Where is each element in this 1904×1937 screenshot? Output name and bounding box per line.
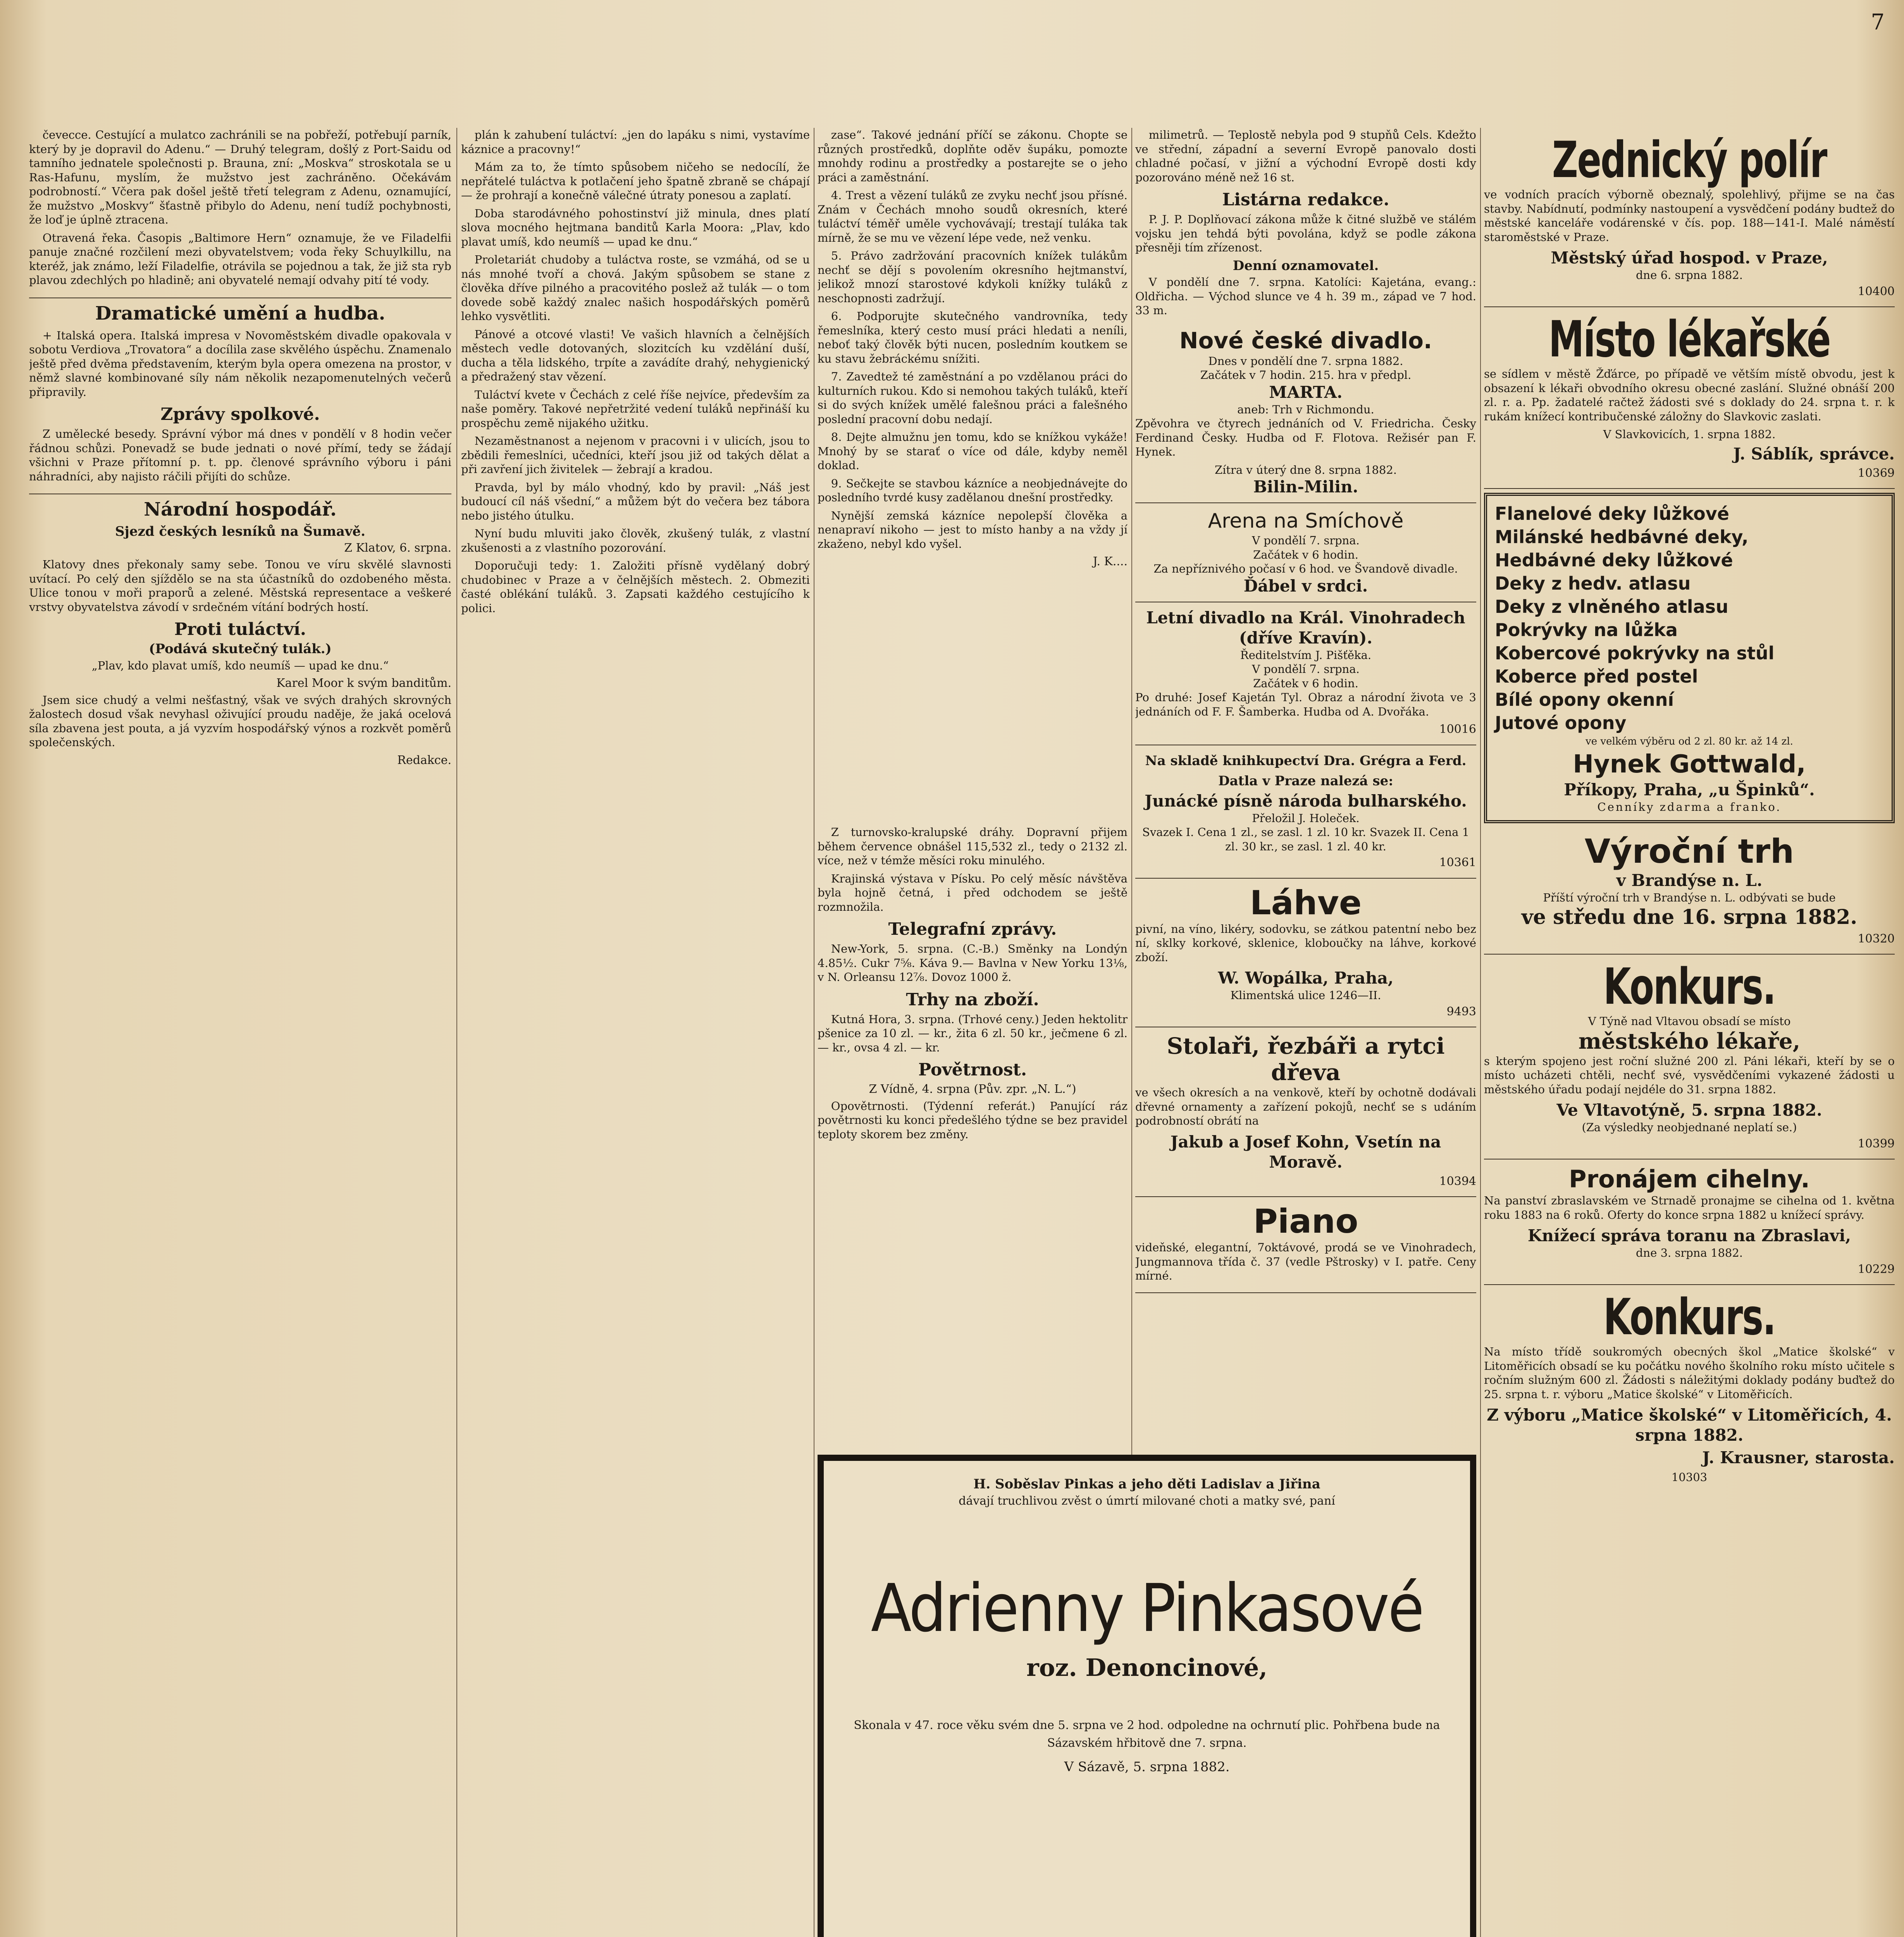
piano-text: videňské, elegantní, 7oktávové, prodá se ve Vinohradech, Jungmannova třída č. 37 (vedle Pštrosky) v I. patře. Ceny mírné.	[1135, 1241, 1476, 1282]
paragraph: Proletariát chudoby a tuláctva roste, se vzmáhá, od se u nás mnohé tvoří a chová. Jakým spůsobem se stane z člověka dříve pilného a pracovitého poslež až tulák — o tom dovede sobě každý znalec našich hospodářských poměrů lehko vysvětliti.	[461, 253, 810, 323]
ad-title: Zednický polír	[1552, 131, 1827, 189]
page-number: 7	[1871, 10, 1885, 35]
frame-note: Cenníky zdarma a franko.	[1597, 800, 1782, 814]
ad-signature: Městský úřad hospod. v Praze,	[1551, 248, 1828, 267]
section-heading: Dramatické umění a hudba.	[29, 298, 451, 325]
obituary-place: V Sázavě, 5. srpna 1882.	[1064, 1759, 1230, 1775]
column-rule	[456, 128, 457, 1937]
theatre-credits: Zpěvohra ve čtyrech jednáních od V. Friedricha. Česky Ferdinand Česky. Hudba od F. Flotova. Režisér pan F. Hynek.	[1135, 417, 1476, 458]
section-subheading: Sjezd českých lesníků na Šumavě.	[115, 524, 365, 539]
ad-number: 10016	[1439, 723, 1476, 736]
paragraph: Otravená řeka. Časopis „Baltimore Hern“ oznamuje, že ve Filadelfii panuje značné rozčilení mezi obyvatelstvem; voda řeky Schuylkillu, na kteréž, jak známo, leží Filadelfie, otrávila se pojednou a tak, že již sta ryb plavou zdechlých po hladině; ani obyvatelé nemají odvahy pití té vody.	[29, 231, 451, 287]
paragraph: + Italská opera. Italská impresa v Novoměstském divadle opakovala v sobotu Verdiova „Trovatora“ a docílila zase skvělého úspěchu. Znamenalo ještě před dvěma představením, kterým byla opera omezena na prostor, v němž slavné kombinované síly nám několik nezapomenutelných večerů připravily.	[29, 329, 451, 399]
ad-date: dne 6. srpna 1882.	[1635, 268, 1743, 282]
dateline: Z Vídně, 4. srpna (Pův. zpr. „N. L.“)	[869, 1082, 1076, 1096]
ad-number: 10303	[1671, 1471, 1708, 1484]
wood-text: ve všech okresích a na venkově, kteří by ochotně dodávali dřevné ornamenty a zařízení pokojů, nechť se s udáním podrobností obrátí na	[1135, 1086, 1476, 1127]
ad-note: (Za výsledky neobjednané neplatí se.)	[1582, 1121, 1797, 1134]
section-heading: Listárna redakce.	[1222, 190, 1389, 210]
theatre-next: Zítra v úterý dne 8. srpna 1882.	[1214, 463, 1397, 477]
letni-start: Začátek v 6 hodin.	[1253, 676, 1358, 690]
theatre-date: Dnes v pondělí dne 7. srpna 1882.	[1208, 354, 1403, 368]
ad-officer: J. Krausner, starosta.	[1702, 1448, 1895, 1467]
frame-item: Bílé opony okenní	[1495, 689, 1674, 710]
frame-item: Deky z hedv. atlasu	[1495, 573, 1691, 594]
signature: Redakce.	[397, 753, 451, 767]
paragraph: milimetrů. — Teplostě nebyla pod 9 stupňů Cels. Kdežto ve střední, západní a severní Evropě panovalo dosti chladné počasí, v jižní a východní Evropě dosti kdy pozorováno méně než 16 st.	[1135, 128, 1476, 184]
frame-item: Pokrývky na lůžka	[1495, 619, 1678, 640]
paragraph: zase“. Takové jednání příčí se zákonu. Chopte se různých prostředků, doplňte oděv šupáku, pomozte mnohdy rodinu a prostředky a postarejte se o jeho práci a zaměstnání.	[818, 128, 1128, 184]
ad-text: V Týně nad Vltavou obsadí se místo	[1588, 1015, 1791, 1028]
obituary-notice	[818, 1455, 1476, 1937]
column-3	[818, 128, 1128, 817]
fair-title: Výroční trh	[1584, 832, 1794, 871]
textile-framed-ad	[1484, 493, 1895, 823]
paragraph: 7. Zavedtež té zaměstnání a po vzdělanou práci do kulturních rukou. Kdo si nemohou takých tuláků, kteří si do svých knížek umělé falešnou práci a falešného poslední pracovní dobu nedají.	[818, 370, 1128, 426]
paragraph: 5. Právo zadržování pracovních knížek tulákům nechť se dějí s povolením okresního hejtmanství, jelikož mnozí starostové kdykoli knížky tuláků z neschopnosti zadržují.	[818, 249, 1128, 305]
book-author: Přeložil J. Holeček.	[1252, 811, 1360, 825]
frame-item: Deky z vlněného atlasu	[1495, 596, 1728, 617]
arena-date: V pondělí 7. srpna.	[1252, 534, 1360, 547]
classified-ad	[1484, 955, 1895, 1159]
ad-sub: městského lékaře,	[1578, 1028, 1801, 1054]
wood-title: Stolaři, řezbáři a rytci dřeva	[1167, 1033, 1445, 1085]
obituary-text: Skonala v 47. roce věku svém dne 5. srpna ve 2 hod. odpoledne na ochrnutí plic. Pohřbena bude na Sázavském hřbitově dne 7. srpna.	[854, 1719, 1440, 1750]
column-5	[1484, 128, 1895, 1937]
section-heading: Trhy na zboží.	[906, 989, 1039, 1010]
column-2	[461, 128, 810, 1937]
ad-signature: V Slavkovicích, 1. srpna 1882.	[1603, 428, 1776, 441]
arena-title: Ďábel v srdci.	[1243, 576, 1368, 595]
book-ad	[1135, 745, 1476, 879]
obituary-intro: dávají truchlivou zvěst o úmrtí milované choti a matky své, paní	[959, 1494, 1335, 1508]
paragraph: Nyní budu mluviti jako člověk, zkušený tulák, z vlastní zkušenosti a z vlastního pozorování.	[461, 527, 810, 554]
frame-item: Milánské hedbávné deky,	[1495, 526, 1749, 547]
paragraph: New-York, 5. srpna. (C.-B.) Směnky na Londýn 4.85½. Cukr 7⅝. Káva 9.— Bavlna v New Yorku 13⅛, v N. Orleansu 12⅞. Dovoz 1000 ž.	[818, 942, 1128, 984]
fair-date: ve středu dne 16. srpna 1882.	[1521, 905, 1858, 929]
paragraph: Doba starodávného pohostinství již minula, dnes platí slova mocného hejtmana banditů Karla Moora: „Plav, kdo plavat umíš, kdo neumíš — upad ke dnu.“	[461, 206, 810, 248]
paragraph: V pondělí dne 7. srpna. Katolíci: Kajetána, evang.: Oldřicha. — Východ slunce ve 4 h. 39 m., západ ve 7 hod. 33 m.	[1135, 275, 1476, 317]
paragraph: Nynější zemská kázníce nepolepší člověka a nenapraví nikoho — jest to místo hanby a na vždy jí zkaženo, nebyl kdo vyšel.	[818, 509, 1128, 550]
paragraph: 4. Trest a vězení tuláků ze zvyku nechť jsou přísné. Znám v Čechách mnoho soudů okresních, které tuláctví téměř uměle vychovávají; trestají tuláka tak mírně, že se mu ve vězení lépe vede, než venku.	[818, 189, 1128, 244]
frame-detail: ve velkém výběru od 2 zl. 80 kr. až 14 zl.	[1586, 736, 1793, 747]
piano-ad	[1135, 1197, 1476, 1293]
paragraph: čevecce. Cestující a mulatco zachránili se na pobřeží, potřebují parník, který by je dopravil do Adenu.“ — Druhý telegram, došlý z Port-Saidu od tamního jednatele společnosti p. Brauna, zní: „Moskva“ stroskotala se u Ras-Hafunu, myslím, že mužstvo jest zachráněno. Očekávám podrobností.“ Včera pak došel ještě třetí telegram z Adenu, oznamující, že mužstvo „Moskvy“ šťastně přibylo do Adenu, není tudíž pochybnosti, že loď je úplně ztracena.	[29, 128, 451, 226]
book-title: Junácké písně národa bulharského.	[1145, 791, 1467, 810]
paragraph: Krajinská výstava v Písku. Po celý měsíc návštěva byla hojně četná, i před odchodem se ještě rozmnožila.	[818, 872, 1128, 913]
column-1	[29, 128, 451, 1937]
section-heading: Povětrnost.	[918, 1060, 1027, 1080]
section-heading: Proti tuláctví.	[174, 619, 306, 639]
ad-number: 10399	[1858, 1137, 1895, 1151]
theatre-heading: Nové české divadlo.	[1179, 327, 1432, 354]
ad-number: 9493	[1446, 1005, 1476, 1018]
ad-title: Konkurs.	[1603, 1288, 1775, 1346]
ad-title: Konkurs.	[1603, 958, 1775, 1016]
section-heading: Telegrafní zprávy.	[888, 919, 1057, 939]
arena-start: Začátek v 6 hodin.	[1253, 548, 1358, 561]
motto-source: Karel Moor k svým banditům.	[276, 676, 451, 690]
ad-number: 10400	[1858, 284, 1895, 298]
ad-text: Na místo třídě soukromých obecných škol „Matice školské“ v Litoměřicích obsadí se ku počátku nového školního roku místo učitele s ročním služným 600 zl. Žádosti s náležitými doklady podány buďtež do 25. srpna t. r. výboru „Matice školské“ v Litoměřicích.	[1484, 1345, 1895, 1401]
classified-ad	[1484, 1285, 1895, 1490]
ad-number: 10320	[1858, 932, 1895, 946]
letni-heading: Letní divadlo na Král. Vinohradech (dříve Kravín).	[1146, 608, 1465, 647]
paragraph: Pravda, byl by málo vhodný, kdo by pravil: „Náš jest budoucí cíl náš všední,“ a můžem být do večera bez tábora nebo jistého útulku.	[461, 480, 810, 522]
fair-text: Příští výroční trh v Brandýse n. L. odbývati se bude	[1543, 891, 1836, 904]
paragraph: Pánové a otcové vlasti! Ve vašich hlavních a čelnějších městech vedle dotovaných, slozitcích ku vzdělání duší, ducha a těla lidského, trpíte a zavádíte drahý, nehygienický a předražený stav vězení.	[461, 327, 810, 383]
bottle-ad	[1135, 879, 1476, 1028]
letni-credits: Po druhé: Josef Kajetán Tyl. Obraz a národní života ve 3 jednáních od F. F. Šamberka. Hudba od A. Dvořáka.	[1135, 691, 1476, 718]
column-rule	[1480, 128, 1481, 1937]
ad-signature: Knížecí správa toranu na Zbraslavi,	[1527, 1226, 1851, 1245]
paragraph: Klatovy dnes překonaly samy sebe. Tonou ve víru skvělé slavnosti uvítací. Po celý den sjíždělo se na sta účastníků do ozdobeného města. Ulice tonou v moři praporů a zelené. Městská representace a veškeré vrstvy obyvatelstva závodí v srdečném vítání bodrých hostí.	[29, 558, 451, 614]
paragraph: Kutná Hora, 3. srpna. (Trhové ceny.) Jeden hektolitr pšenice za 10 zl. — kr., žita 6 zl. 50 kr., ječmene 6 zl. — kr., ovsa 4 zl. — kr.	[818, 1012, 1128, 1054]
dateline: Z Klatov, 6. srpna.	[344, 541, 451, 555]
obituary-name: Adrienny Pinkasové	[871, 1570, 1423, 1647]
ad-officer: J. Sáblík, správce.	[1733, 444, 1895, 463]
ad-number: 10229	[1858, 1262, 1895, 1276]
ad-signature: Ve Vltavotýně, 5. srpna 1882.	[1556, 1101, 1822, 1120]
paragraph: 6. Podporujte skutečného vandrovníka, tedy řemeslníka, který cesto musí práci hledati a neníli, neboť taký člověk býti nucen, posledním koutkem se ku stavu žebráckému snížiti.	[818, 310, 1128, 365]
section-heading: Zprávy spolkové.	[160, 404, 320, 424]
paragraph: Nezaměstnanost a nejenom v pracovni i v ulicích, jsou to zbědili řemeslníci, učedníci, kteří jsou již od takých dělat a při zavření jich živitelek — žebrají a kradou.	[461, 434, 810, 476]
motto: „Plav, kdo plavat umíš, kdo neumíš — upad ke dnu.“	[91, 659, 389, 672]
theatre-next-title: Bilin-Milin.	[1253, 477, 1358, 496]
classified-ad	[1484, 307, 1895, 489]
letni-director: Ředitelstvím J. Pišťěka.	[1240, 648, 1372, 662]
paragraph: Mám za to, že tímto spůsobem ničeho se nedocílí, že nepřátelé tuláctva k potlačení jeho špatně zbraně se chápají — že prohrají a konečně válečné útraty ponesou a zaplatí.	[461, 160, 810, 202]
theatre-title: MARTA.	[1269, 382, 1343, 402]
paragraph: 9. Sečkejte se stavbou kázníce a neobjednávejte do posledního tvrdé kusy zadělanou dnešní prostředky.	[818, 477, 1128, 504]
classified-ad	[1484, 1159, 1895, 1285]
arena-credits: Za nepříznivého počasí v 6 hod. ve Švandově divadle.	[1153, 562, 1458, 575]
ad-signature: Z výboru „Matice školské“ v Litoměřicích, 4. srpna 1882.	[1487, 1405, 1892, 1445]
frame-item: Jutové opony	[1495, 712, 1627, 733]
paragraph: P. J. P. Doplňovací zákona může k čitné službě ve stálém vojsku jen tehdá býti povolána, když se podle zákona přesněji tím zřízenost.	[1135, 213, 1476, 254]
paragraph: Tuláctví kvete v Čechách z celé říše nejvíce, především za naše poměry. Takové nepřetržité vedení tuláků nepřináší ku prospěchu země nijakého užitku.	[461, 388, 810, 430]
paragraph: Z umělecké besedy. Správní výbor má dnes v pondělí v 8 hodin večer řádnou schůzi. Ponevadž se bude jednati o nové přímí, tedy se žádají všichni v Praze přítomní p. t. pp. členové správního výboru i páni náhradníci, aby najisto ráčili přijíti do schůze.	[29, 427, 451, 483]
ad-number: 10394	[1439, 1174, 1476, 1188]
paragraph: Z turnovsko-kralupské dráhy. Dopravní přijem během července obnášel 115,532 zl., tedy o 2132 zl. více, než v témže měsíci roku minulého.	[818, 826, 1128, 867]
fair-ad	[1484, 827, 1895, 955]
section-subheading: (Podává skutečný tulák.)	[149, 641, 332, 657]
wood-ad	[1135, 1027, 1476, 1197]
bottle-address: Klimentská ulice 1246—II.	[1230, 989, 1381, 1002]
ad-text: Na panství zbraslavském ve Strnadě pronajme se cihelna od 1. května roku 1883 na 6 roků. Oferty do konce srpna 1882 u knížecí správy.	[1484, 1194, 1895, 1221]
arena-ad	[1135, 503, 1476, 602]
signature: J. K....	[1093, 555, 1128, 568]
paragraph: Jsem sice chudý a velmi nešťastný, však ve svých drahých skrovných žalostech dosud však nevyhasl oživující proudu naděje, že jaká ocelová síla zbavena jest pouta, a já vyzvím hospodářský výnos a rozkvět poměrů společenských.	[29, 693, 451, 749]
bottle-text: pivní, na víno, likéry, sodovku, se zátkou patentní nebo bez ní, sklky korkové, sklenice, kloboučky na láhve, korkové zboží.	[1135, 922, 1476, 964]
frame-item: Flanelové deky lůžkové	[1495, 503, 1729, 524]
bottle-title: Láhve	[1250, 883, 1362, 922]
obituary-maiden-name: roz. Denoncinové,	[1026, 1653, 1267, 1682]
piano-title: Piano	[1253, 1202, 1358, 1241]
theatre-subtitle: aneb: Trh v Richmondu.	[1237, 403, 1374, 416]
arena-heading: Arena na Smíchově	[1208, 509, 1404, 533]
frame-item: Kobercové pokrývky na stůl	[1495, 643, 1775, 664]
fair-sub: v Brandýse n. L.	[1616, 871, 1763, 890]
frame-item: Koberce před postel	[1495, 666, 1698, 687]
ad-title: Místo lékařské	[1548, 311, 1830, 368]
theatre-ad	[1135, 322, 1476, 504]
classified-ad	[1484, 128, 1895, 307]
ad-number: 10361	[1439, 856, 1476, 869]
ad-number: 10369	[1858, 466, 1895, 480]
letni-divadlo-ad	[1135, 602, 1476, 745]
frame-seller: Hynek Gottwald,	[1573, 750, 1806, 779]
frame-address: Příkopy, Praha, „u Špinků“.	[1564, 780, 1815, 799]
paragraph: plán k zahubení tuláctví: „jen do lapáku s nimi, vystavíme káznice a pracovny!“	[461, 128, 810, 156]
book-lead: Na skladě knihkupectví Dra. Grégra a Ferd. Datla v Praze nalezá se:	[1145, 753, 1467, 789]
ad-text: se sídlem v městě Žďárce, po případě ve větším místě obvodu, jest k obsazení k lékaři obvodního okresu obecné zaslání. Služné obnáší 200 zl. r. a. Pp. žadatelé račtež žádosti své s doklady do 24. srpna t. r. k rukám knížecí kontribučenské záložny do Slavkovic zaslati.	[1484, 367, 1895, 423]
paragraph: 8. Dejte almužnu jen tomu, kdo se knížkou vykáže! Mnohý by se starať o více od dále, kdyby neměl doklad.	[818, 430, 1128, 472]
wood-name: Jakub a Josef Kohn, Vsetín na Moravě.	[1170, 1132, 1441, 1171]
letni-date: V pondělí 7. srpna.	[1252, 662, 1360, 676]
obituary-family: H. Soběslav Pinkas a jeho děti Ladislav a Jiřina	[973, 1476, 1320, 1492]
ad-date: dne 3. srpna 1882.	[1635, 1246, 1743, 1259]
section-heading: Denní oznamovatel.	[1233, 258, 1379, 274]
bottle-seller: W. Wopálka, Praha,	[1218, 968, 1394, 987]
paragraph: Opovětrnosti. (Týdenní referát.) Panující ráz povětrnosti ku konci předešlého týdne se bez pravidel teploty skorem bez změny.	[818, 1099, 1128, 1141]
column-3-news	[818, 825, 1128, 1445]
ad-title: Pronájem cihelny.	[1569, 1165, 1810, 1193]
frame-item: Hedbávné deky lůžkové	[1495, 550, 1733, 571]
section-heading: Národní hospodář.	[29, 494, 451, 521]
ad-body: s kterým spojeno jest roční služné 200 zl. Páni lékaři, kteří by se o místo ucházeti chtěli, nechť své, vysvědčeními vykazené žádosti u městského úřadu podají nejdéle do 31. srpna 1882.	[1484, 1054, 1895, 1096]
paragraph: Doporučuji tedy: 1. Založiti přísně vydělaný dobrý chudobinec v Praze a v čelnějších městech. 2. Obmeziti časté oblékání tuláků. 3. Zapsati každého cestujícího k polici.	[461, 559, 810, 615]
ad-text: ve vodních pracích výborně obeznalý, spolehlivý, přijme se na čas stavby. Nabídnutí, podmínky nastoupení a vysvědčení podány budtež do městské kanceláře vodárenské v čís. pop. 188—141-I. Malé náměstí staroměstské v Praze.	[1484, 188, 1895, 244]
book-price: Svazek I. Cena 1 zl., se zasl. 1 zl. 10 kr. Svazek II. Cena 1 zl. 30 kr., se zasl. 1 zl. 40 kr.	[1142, 826, 1470, 853]
theatre-start: Začátek v 7 hodin. 215. hra v předpl.	[1200, 368, 1412, 382]
